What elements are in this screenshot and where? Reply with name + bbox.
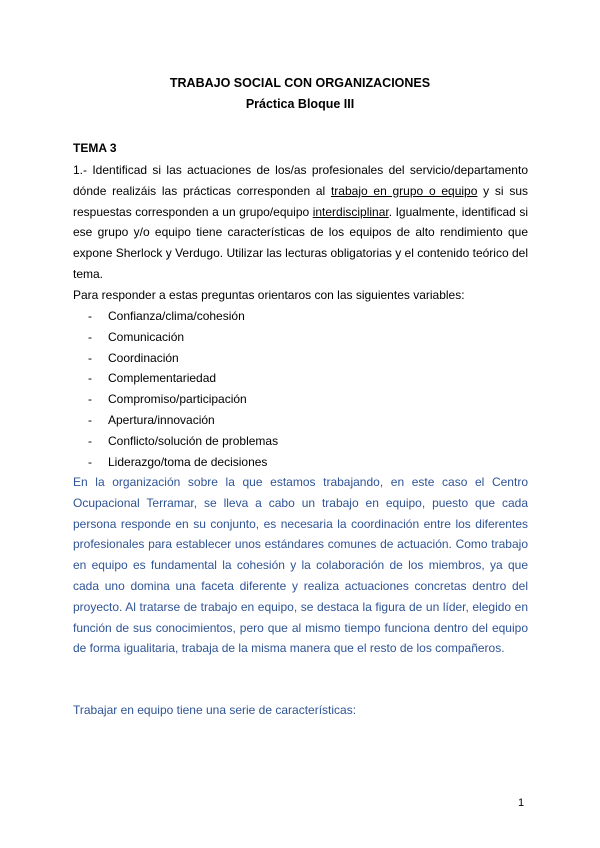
list-dash: - [88, 329, 92, 344]
document-subtitle: Práctica Bloque III [245, 97, 355, 111]
answer-paragraph: En la organización sobre la que estamos trabajando, en este caso el Centro Ocupacional Terramar, se lleva a cabo un trabajo en equipo, puesto que cada persona responde en su conjunto, es necesaria la coordinación entre los diferentes profesionales para establecer unos estándares comunes de actuación. Como trabajo en equipo es fundamental la cohesión y la colaboración de los miembros, ya que cada uno domina una faceta diferente y realiza actuaciones concretas dentro del proyecto. Al tratarse de trabajo en equipo, se destaca la figura de un líder, elegido en función de sus conocimientos, pero que al mismo tiempo funciona dentro del equipo de forma igualitaria, trabaja de la misma manera que el resto de los compañeros. [73, 475, 528, 656]
list-dash: - [88, 412, 92, 427]
list-dash: - [88, 392, 92, 407]
list-dash: - [88, 371, 92, 386]
list-item [88, 389, 278, 410]
list-dash: - [88, 433, 92, 448]
list-item-label: Liderazgo/toma de decisiones [108, 454, 268, 469]
question-text-part2: y si sus respuestas corresponden a un grupo/equipo [73, 183, 529, 219]
list-item [88, 410, 278, 431]
list-item [88, 431, 278, 452]
list-item-label: Coordinación [108, 350, 179, 365]
features-intro: Trabajar en equipo tiene una serie de características: [73, 703, 357, 717]
section-heading: TEMA 3 [73, 141, 117, 155]
question-text-part1: 1.- Identificad si las actuaciones de los/as profesionales del servicio/departamento dónde realizáis las prácticas corresponden al [73, 163, 528, 198]
list-item-label: Apertura/innovación [108, 412, 215, 427]
list-dash: - [88, 350, 92, 365]
list-dash: - [88, 454, 92, 469]
list-item [88, 348, 278, 369]
underlined-term-team-work: trabajo en grupo o equipo [330, 183, 478, 198]
document-title: TRABAJO SOCIAL CON ORGANIZACIONES [169, 76, 431, 90]
page-number: 1 [518, 797, 525, 809]
variables-intro: Para responder a estas preguntas orientaros con las siguientes variables: [73, 288, 465, 302]
list-item-label: Conflicto/solución de problemas [108, 433, 279, 448]
variables-list [88, 306, 278, 472]
list-item-label: Complementariedad [108, 371, 217, 386]
question-text-part3: . Igualmente, identificad si ese grupo y/o equipo tiene características de los equipos de alto rendimiento que expone Sherlock y Verdugo. Utilizar las lecturas obligatorias y el contenido teórico del tema. [73, 204, 528, 281]
list-item [88, 306, 278, 327]
list-item-label: Confianza/clima/cohesión [108, 309, 245, 323]
list-item [88, 327, 278, 348]
list-dash: - [88, 309, 92, 323]
underlined-term-interdisciplinary: interdisciplinar [312, 204, 389, 219]
list-item-label: Compromiso/participación [108, 392, 247, 407]
list-item [88, 452, 278, 473]
list-item [88, 368, 278, 389]
question-paragraph [73, 160, 528, 285]
list-item-label: Comunicación [108, 329, 185, 344]
